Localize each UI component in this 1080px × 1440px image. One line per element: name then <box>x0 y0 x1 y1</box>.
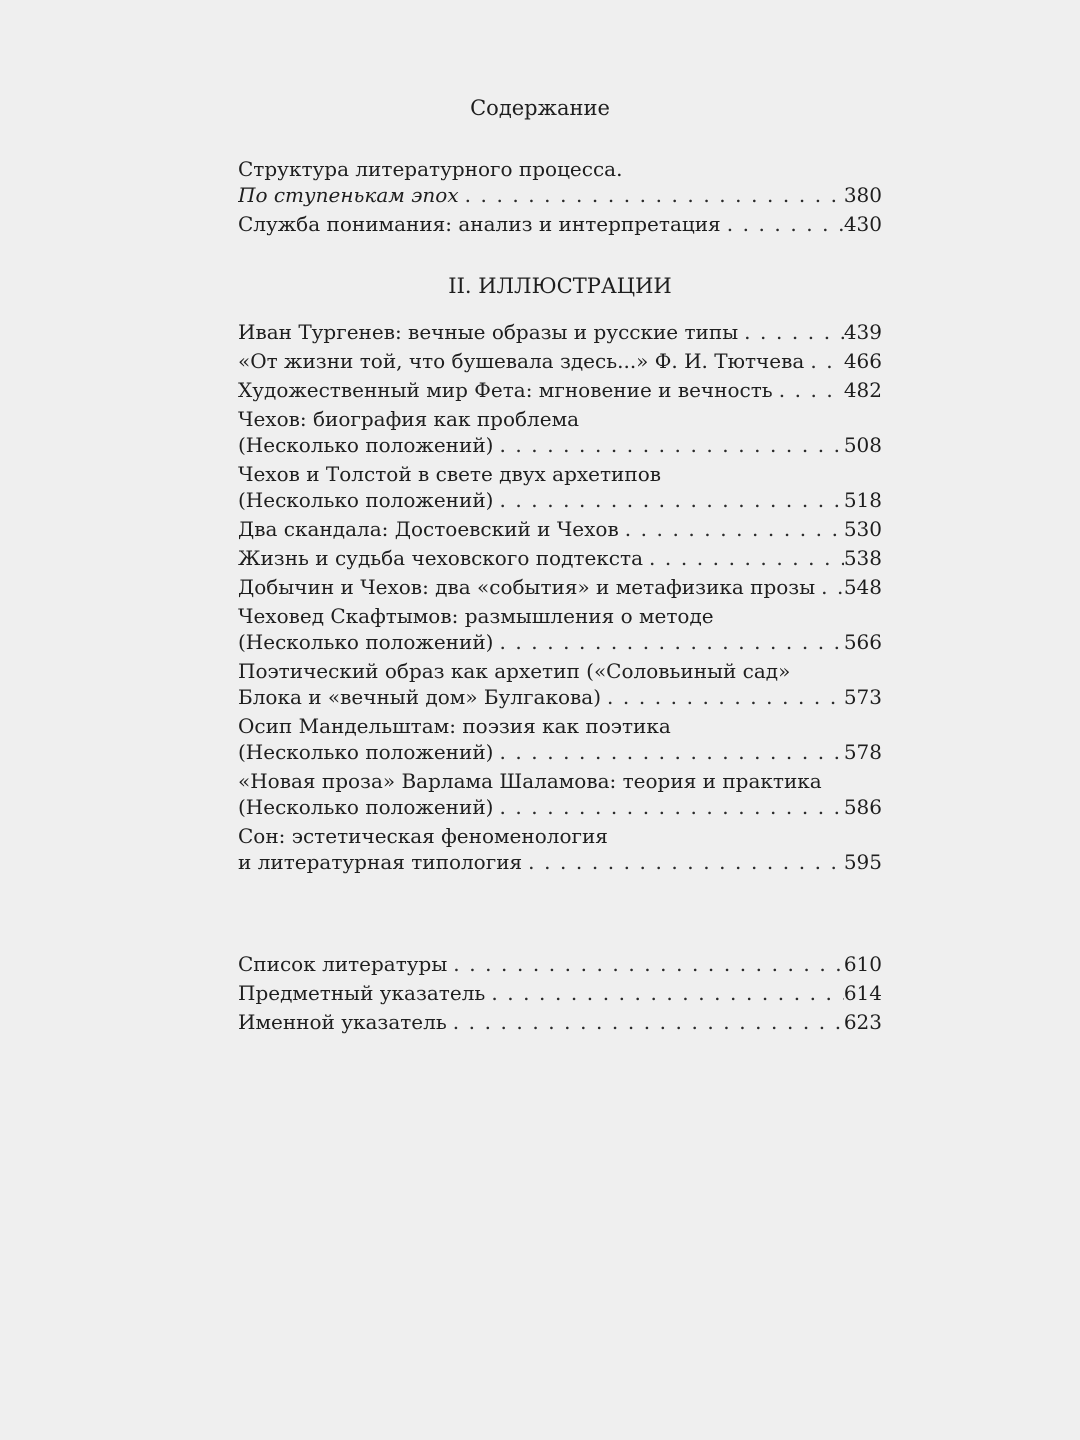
toc-entry <box>238 823 882 875</box>
dot-leader <box>815 574 844 600</box>
dot-leader <box>619 516 844 542</box>
dot-leader <box>485 980 844 1006</box>
toc-entry-line <box>238 951 882 977</box>
toc-entry <box>238 951 882 977</box>
toc-entry <box>238 1009 882 1035</box>
toc-entry-line <box>238 319 882 345</box>
dot-leader <box>643 545 844 571</box>
toc-entry-title-line: Чехов: биография как проблема <box>238 407 580 431</box>
toc-entry-title: Предметный указатель <box>238 981 486 1005</box>
toc-entry-page-number: 578 <box>843 740 882 764</box>
toc-entry <box>238 713 882 765</box>
toc-entry <box>238 603 882 655</box>
toc-entry <box>238 658 882 710</box>
toc-entry-title: Художественный мир Фета: мгновение и вечность <box>238 378 773 402</box>
toc-entry-page-number: 586 <box>843 795 882 819</box>
toc-entry-page-number: 548 <box>843 575 882 599</box>
toc-top-section <box>238 156 882 240</box>
toc-entry-line <box>238 377 882 403</box>
running-header: Содержание <box>470 96 610 120</box>
toc-entry-title: и литературная типология <box>238 850 523 874</box>
toc-entry-title: Служба понимания: анализ и интерпретация <box>238 212 721 236</box>
dot-leader <box>493 629 843 655</box>
toc-entry-title-line: Поэтический образ как архетип («Соловьиный сад» <box>238 659 791 683</box>
dot-leader <box>493 739 843 765</box>
toc-entry <box>238 211 882 237</box>
toc-entry <box>238 980 882 1006</box>
toc-entry-title: Добычин и Чехов: два «события» и метафизика прозы <box>238 575 816 599</box>
toc-entry-line <box>238 348 882 374</box>
dot-leader <box>738 319 844 345</box>
toc-entry-line <box>238 574 882 600</box>
toc-entry-title: (Несколько положений) <box>238 433 494 457</box>
toc-entry-page-number: 573 <box>843 685 882 709</box>
toc-entry <box>238 461 882 513</box>
toc-entry-title: Именной указатель <box>238 1010 447 1034</box>
toc-entry-title: (Несколько положений) <box>238 630 494 654</box>
toc-entry-title: Блока и «вечный дом» Булгакова) <box>238 685 602 709</box>
section-title: II. ИЛЛЮСТРАЦИИ <box>448 274 672 298</box>
toc-entry-title: Иван Тургенев: вечные образы и русские типы <box>238 320 739 344</box>
toc-entry-title: Жизнь и судьба чеховского подтекста <box>238 546 643 570</box>
toc-entry <box>238 545 882 571</box>
dot-leader <box>493 794 843 820</box>
toc-entry-page-number: 518 <box>843 488 882 512</box>
dot-leader <box>493 432 843 458</box>
dot-leader <box>601 684 844 710</box>
toc-entry-page-number: 595 <box>843 850 882 874</box>
toc-entry-page-number: 482 <box>843 378 882 402</box>
toc-entry-title: «От жизни той, что бушевала здесь...» Ф. И. Тютчева <box>238 349 805 373</box>
toc-entry <box>238 406 882 458</box>
toc-illustrations-section <box>238 319 882 878</box>
toc-entry-line <box>238 487 882 513</box>
toc-entry-title-line: Структура литературного процесса. <box>238 157 623 181</box>
toc-entry-line <box>238 980 882 1006</box>
toc-entry-line <box>238 629 882 655</box>
dot-leader <box>493 487 843 513</box>
toc-entry-title-line: Чехов и Толстой в свете двух архетипов <box>238 462 662 486</box>
toc-entry-page-number: 380 <box>843 183 882 207</box>
toc-entry-title-line: Осип Мандельштам: поэзия как поэтика <box>238 714 671 738</box>
toc-entry-title: По ступенькам эпох <box>238 183 459 207</box>
toc-entry-line <box>238 849 882 875</box>
toc-entry <box>238 156 882 208</box>
toc-entry <box>238 319 882 345</box>
toc-entry-line <box>238 182 882 208</box>
toc-entry-page-number: 508 <box>843 433 882 457</box>
toc-entry <box>238 348 882 374</box>
toc-entry-line <box>238 211 882 237</box>
dot-leader <box>721 211 844 237</box>
toc-entry-title-line: Чеховед Скафтымов: размышления о методе <box>238 604 714 628</box>
toc-entry-page-number: 623 <box>843 1010 882 1034</box>
toc-entry <box>238 574 882 600</box>
toc-entry-line <box>238 794 882 820</box>
dot-leader <box>773 377 844 403</box>
toc-entry-page-number: 439 <box>843 320 882 344</box>
toc-entry-line <box>238 739 882 765</box>
dot-leader <box>447 1009 844 1035</box>
toc-entry <box>238 768 882 820</box>
toc-entry-page-number: 610 <box>843 952 882 976</box>
toc-entry-title: Два скандала: Достоевский и Чехов <box>238 517 619 541</box>
toc-entry-page-number: 530 <box>843 517 882 541</box>
toc-entry-page-number: 466 <box>843 349 882 373</box>
toc-entry-line <box>238 545 882 571</box>
toc-entry-title: Список литературы <box>238 952 448 976</box>
toc-entry-line <box>238 684 882 710</box>
dot-leader <box>804 348 844 374</box>
toc-entry-page-number: 566 <box>843 630 882 654</box>
toc-end-section <box>238 951 882 1038</box>
dot-leader <box>459 182 844 208</box>
toc-entry-title: (Несколько положений) <box>238 795 494 819</box>
toc-entry-line <box>238 432 882 458</box>
dot-leader <box>447 951 844 977</box>
toc-entry-title: (Несколько положений) <box>238 488 494 512</box>
toc-entry <box>238 516 882 542</box>
toc-entry-line <box>238 516 882 542</box>
toc-entry-page-number: 430 <box>843 212 882 236</box>
toc-entry-title-line: «Новая проза» Варлама Шаламова: теория и практика <box>238 769 822 793</box>
toc-entry-page-number: 614 <box>843 981 882 1005</box>
toc-entry-title: (Несколько положений) <box>238 740 494 764</box>
toc-entry-page-number: 538 <box>843 546 882 570</box>
dot-leader <box>522 849 844 875</box>
toc-entry-line <box>238 1009 882 1035</box>
toc-entry-title-line: Сон: эстетическая феноменология <box>238 824 608 848</box>
toc-entry <box>238 377 882 403</box>
